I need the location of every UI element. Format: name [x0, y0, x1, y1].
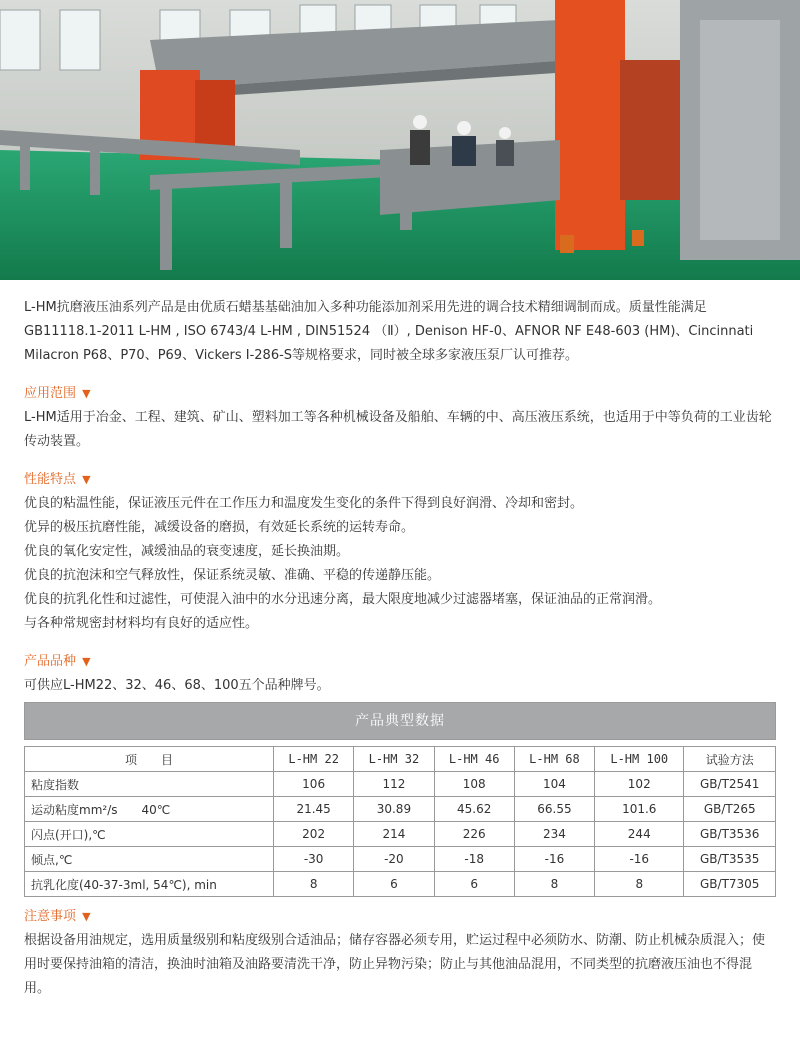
feature-line: 优良的粘温性能，保证液压元件在工作压力和温度发生变化的条件下得到良好润滑、冷却和密封。: [24, 496, 584, 511]
triangle-down-icon: ▼: [82, 910, 91, 923]
intro-paragraph: L-HM抗磨液压油系列产品是由优质石蜡基基础油加入多种功能添加剂采用先进的调合技术精细调制而成。质量性能满足GB11118.1-2011 L-HM , ISO 6743/4 L-HM , DIN51524 （Ⅱ）, Denison HF-0、AFNOR NF E48-603 (HM)、Cincinnati Milacron P68、P70、P69、Vickers I-286-S等规格要求，同时被全球多家液压泵厂认可推荐。: [24, 300, 754, 363]
table-row: 闪点(开口),℃ 202 214 226 234 244 GB/T3536: [25, 822, 776, 847]
table-caption: 产品典型数据: [25, 703, 776, 740]
application-text: L-HM适用于冶金、工程、建筑、矿山、塑料加工等各种机械设备及船舶、车辆的中、高压液压系统，也适用于中等负荷的工业齿轮传动装置。: [24, 410, 772, 449]
table-row: 倾点,℃ -30 -20 -18 -16 -16 GB/T3535: [25, 847, 776, 872]
table-header: L-HM 100: [595, 747, 684, 772]
feature-line: 优良的抗泡沫和空气释放性，保证系统灵敏、准确、平稳的传递静压能。: [24, 568, 441, 583]
triangle-down-icon: ▼: [82, 655, 91, 668]
table-header: 试验方法: [684, 747, 776, 772]
factory-photo: [0, 0, 800, 280]
feature-line: 与各种常规密封材料均有良好的适应性。: [24, 616, 259, 631]
feature-line: 优良的抗乳化性和过滤性，可使混入油中的水分迅速分离，最大限度地减少过滤器堵塞，保证油品的正常润滑。: [24, 592, 662, 607]
table-header: L-HM 32: [354, 747, 434, 772]
table-header: 项 目: [25, 747, 274, 772]
section-title-features: 性能特点 ▼: [24, 472, 91, 487]
table-header-row: [25, 747, 776, 772]
table-header: L-HM 46: [434, 747, 514, 772]
table-row: 抗乳化度(40-37-3ml, 54℃), min 8 6 6 8 8 GB/T7305: [25, 872, 776, 897]
section-title-varieties: 产品品种 ▼: [24, 654, 91, 669]
notes-text: 根据设备用油规定，选用质量级别和粘度级别合适油品；储存容器必须专用，贮运过程中必须防水、防潮、防止机械杂质混入；使用时要保持油箱的清洁，换油时油箱及油路要清洗干净，防止异物污染；防止与其他油品混用，不同类型的抗磨液压油也不得混用。: [24, 933, 766, 996]
feature-line: 优异的极压抗磨性能，减缓设备的磨损，有效延长系统的运转寿命。: [24, 520, 415, 535]
table-header: L-HM 68: [514, 747, 594, 772]
table-row: 运动粘度mm²/s 40℃ 21.45 30.89 45.62 66.55 101.6 GB/T265: [25, 797, 776, 822]
feature-line: 优良的氧化安定性，减缓油品的衰变速度，延长换油期。: [24, 544, 350, 559]
varieties-text: 可供应L-HM22、32、46、68、100五个品种牌号。: [24, 678, 330, 693]
section-title-application: 应用范围 ▼: [24, 386, 91, 401]
table-row: 粘度指数 106 112 108 104 102 GB/T2541: [25, 772, 776, 797]
content: [24, 296, 776, 1001]
triangle-down-icon: ▼: [82, 387, 91, 400]
typical-data-table: [24, 702, 776, 897]
table-header: L-HM 22: [274, 747, 354, 772]
section-title-notes: 注意事项 ▼: [24, 909, 91, 924]
triangle-down-icon: ▼: [82, 473, 91, 486]
